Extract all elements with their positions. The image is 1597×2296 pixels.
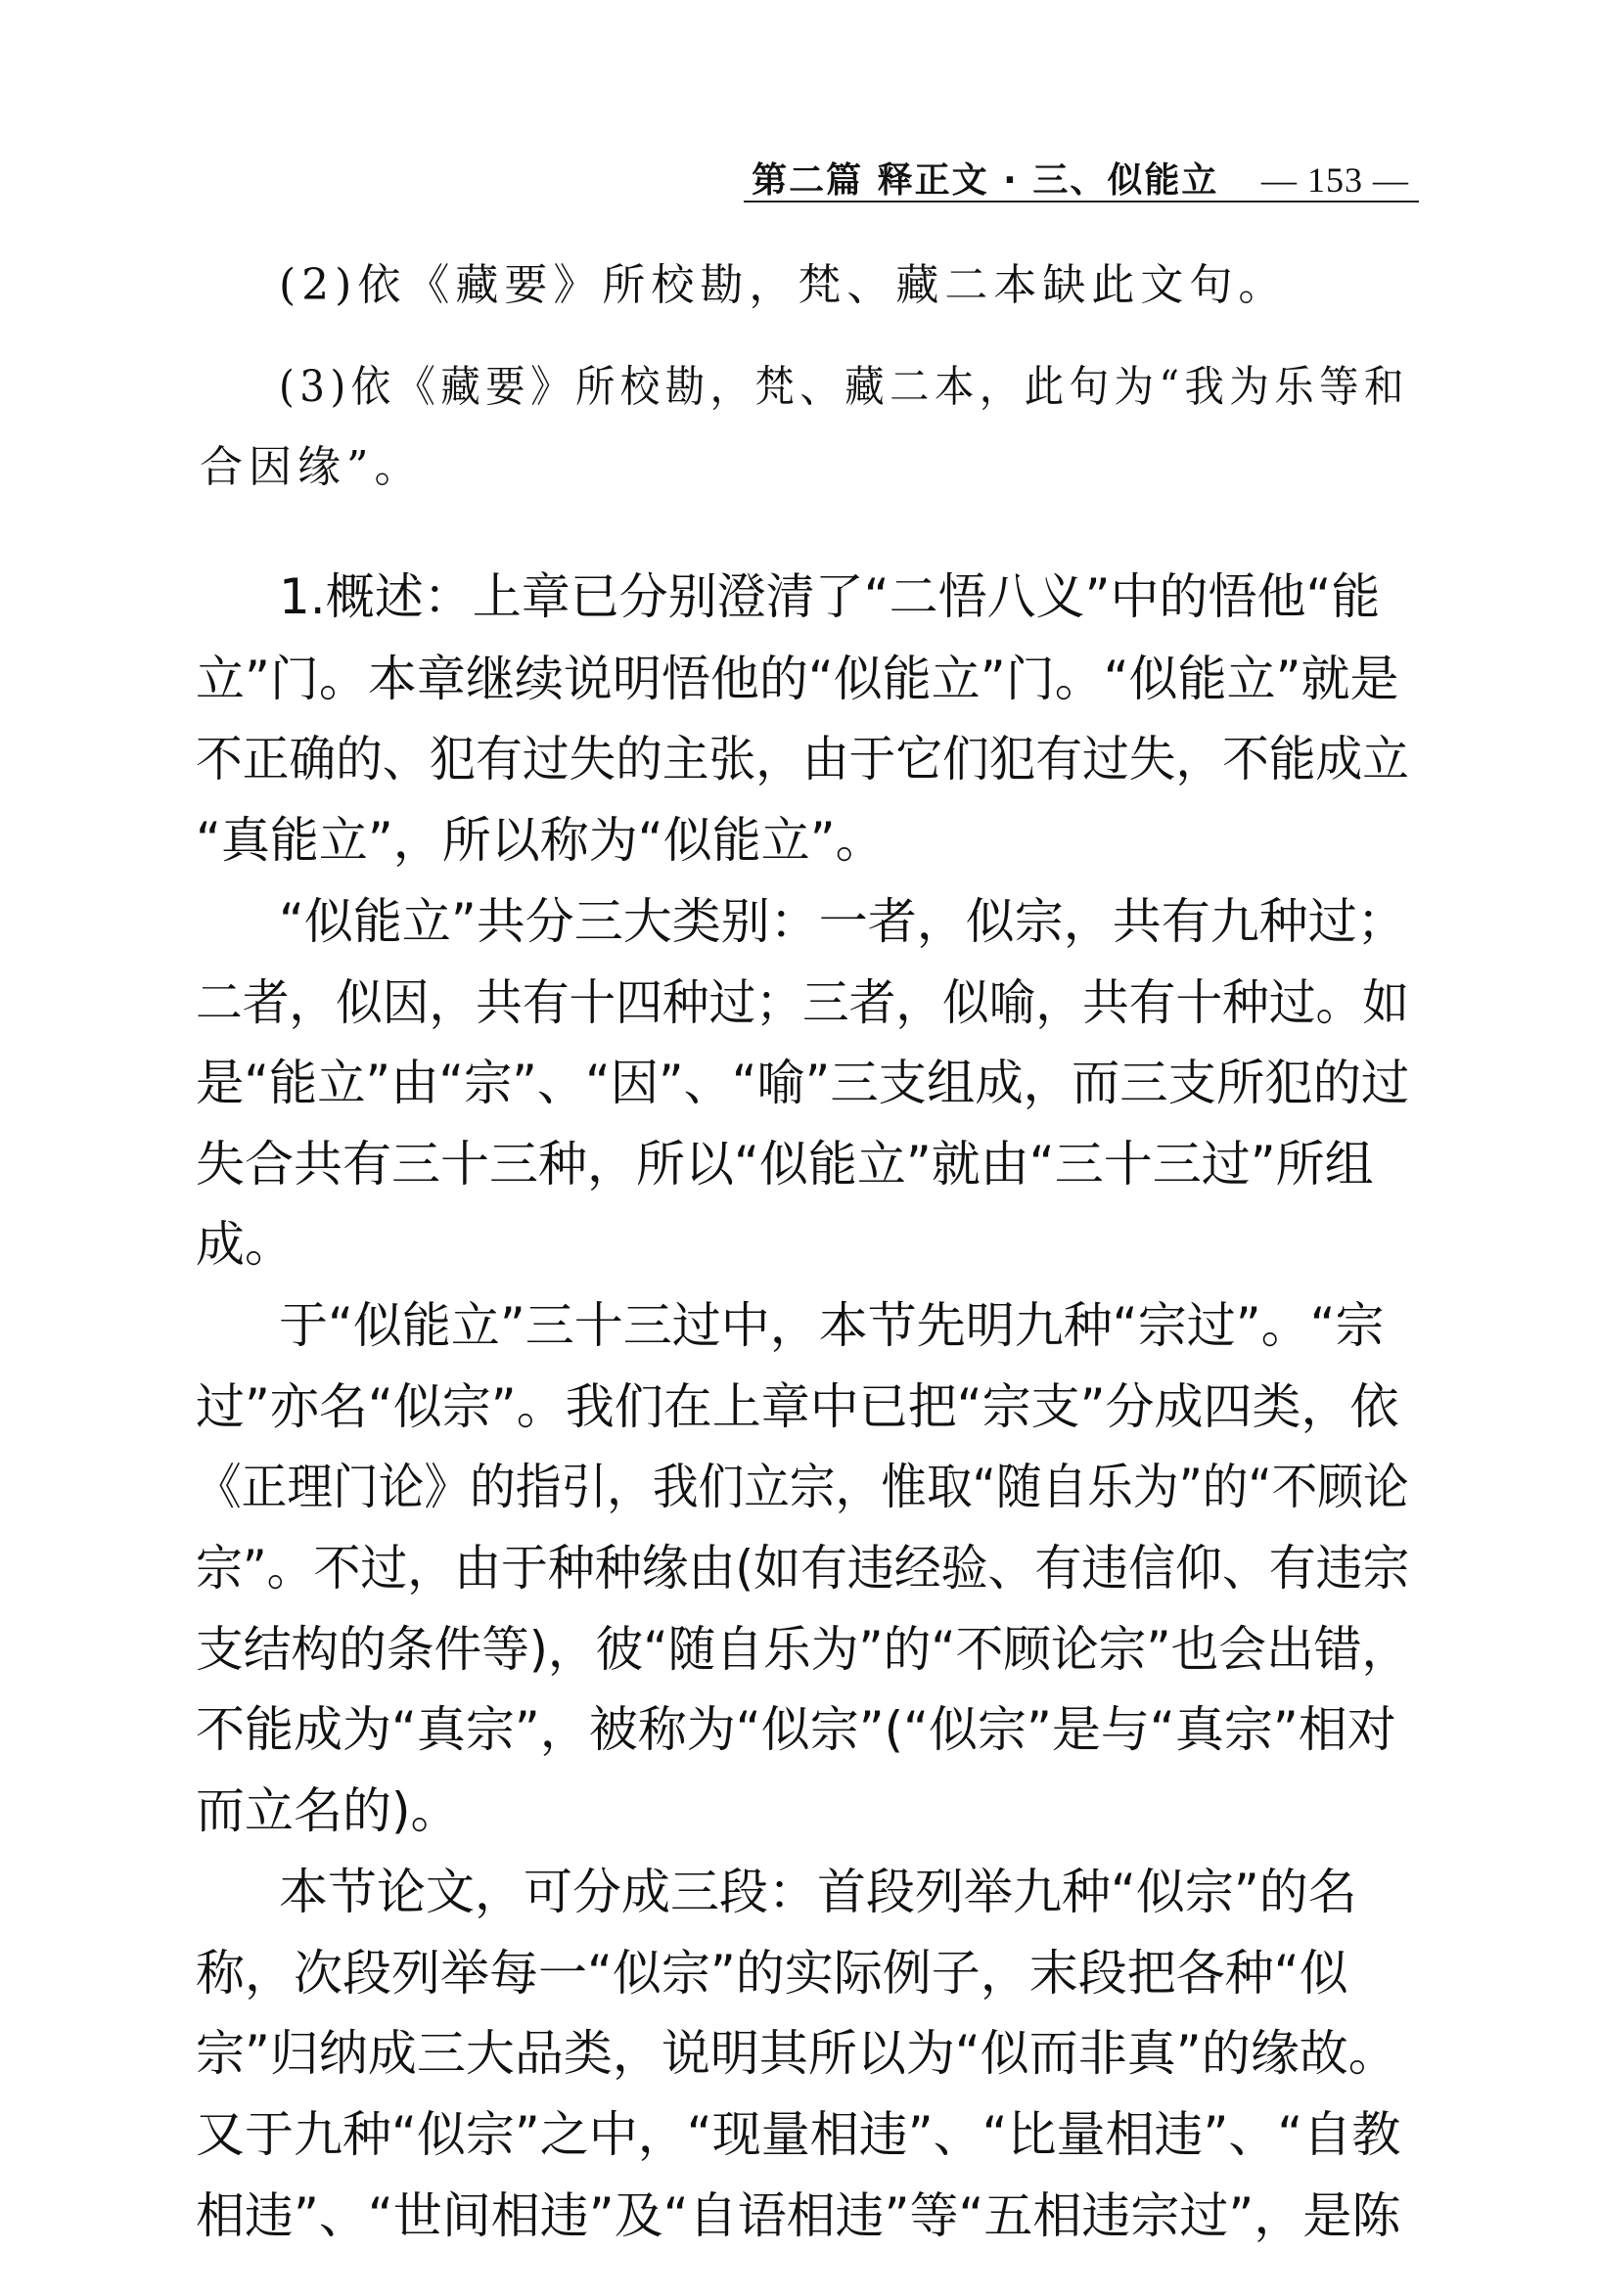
paragraph-line: “似能立”共分三大类别：一者，似宗，共有九种过； bbox=[279, 893, 1406, 950]
paragraph-line: 不正确的、犯有过失的主张，由于它们犯有过失，不能成立 bbox=[196, 731, 1409, 788]
paragraph-line: 又于九种“似宗”之中，“现量相违”、“比量相违”、“自教 bbox=[196, 2106, 1401, 2163]
paragraph-line: 不能成为“真宗”，被称为“似宗”(“似宗”是与“真宗”相对 bbox=[196, 1701, 1396, 1758]
paragraph-line: 二者，似因，共有十四种过；三者，似喻，共有十种过。如 bbox=[196, 974, 1409, 1031]
footnote-3: (3)依《藏要》所校勘，梵、藏二本，此句为“我为乐等和 bbox=[279, 362, 1409, 412]
header-title: 第二篇 释正文 · 三、似能立 bbox=[752, 160, 1219, 201]
running-header bbox=[744, 153, 1409, 207]
paragraph-line: 是“能立”由“宗”、“因”、“喻”三支组成，而三支所犯的过 bbox=[196, 1055, 1410, 1111]
paragraph-line: 失合共有三十三种，所以“似能立”就由“三十三过”所组 bbox=[196, 1136, 1374, 1193]
footnote-3-cont: 合因缘”。 bbox=[200, 442, 424, 492]
paragraph-line: 相违”、“世间相违”及“自语相违”等“五相违宗过”，是陈 bbox=[196, 2187, 1401, 2244]
paragraph-line: “真能立”，所以称为“似能立”。 bbox=[196, 812, 885, 869]
header-rule bbox=[744, 201, 1419, 203]
paragraph-line: 《正理门论》的指引，我们立宗，惟取“随自乐为”的“不顾论 bbox=[196, 1459, 1409, 1515]
paragraph-line: 立”门。本章继续说明悟他的“似能立”门。“似能立”就是 bbox=[196, 651, 1399, 707]
paragraph-line: 称，次段列举每一“似宗”的实际例子，末段把各种“似 bbox=[196, 1945, 1348, 2002]
paragraph-line: 宗”。不过，由于种种缘由(如有违经验、有违信仰、有违宗 bbox=[196, 1540, 1410, 1597]
paragraph-line: 1.概述：上章已分别澄清了“二悟八义”中的悟他“能 bbox=[279, 568, 1381, 625]
paragraph-line: 过”亦名“似宗”。我们在上章中已把“宗支”分成四类，依 bbox=[196, 1378, 1399, 1435]
page-number: — 153 — bbox=[1261, 160, 1409, 200]
paragraph-line: 于“似能立”三十三过中，本节先明九种“宗过”。“宗 bbox=[279, 1297, 1385, 1354]
paragraph-line: 成。 bbox=[196, 1216, 294, 1273]
paragraph-line: 本节论文，可分成三段：首段列举九种“似宗”的名 bbox=[279, 1864, 1357, 1920]
paragraph-line: 宗”归纳成三大品类，说明其所以为“似而非真”的缘故。 bbox=[196, 2025, 1397, 2082]
paragraph-line: 而立名的)。 bbox=[196, 1782, 460, 1839]
footnote-2: (2)依《藏要》所校勘，梵、藏二本缺此文句。 bbox=[279, 260, 1288, 310]
paragraph-line: 支结构的条件等)，彼“随自乐为”的“不顾论宗”也会出错， bbox=[196, 1621, 1410, 1678]
